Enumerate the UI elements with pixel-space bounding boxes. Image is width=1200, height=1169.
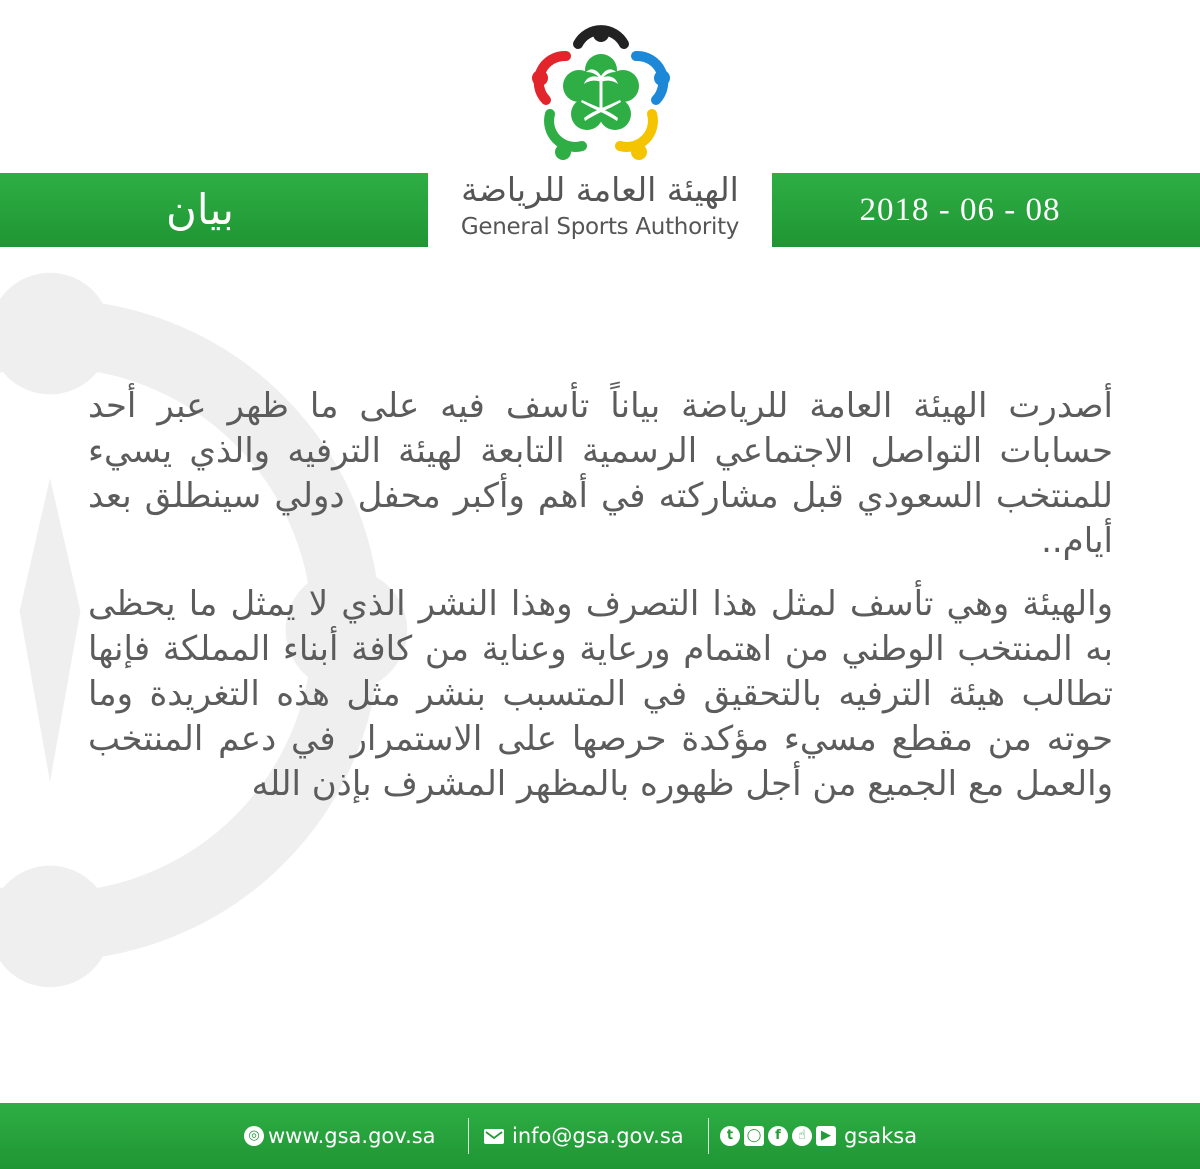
- footer-divider: [468, 1118, 469, 1154]
- footer-divider: [708, 1118, 709, 1154]
- email-link[interactable]: [484, 1103, 684, 1169]
- facebook-icon[interactable]: f: [768, 1126, 788, 1146]
- org-name-arabic: الهيئة العامة للرياضة: [461, 170, 739, 209]
- youtube-icon[interactable]: ▶: [816, 1126, 836, 1146]
- gsa-logo: [528, 22, 674, 168]
- social-links: [720, 1103, 917, 1169]
- statement-paragraph: أصدرت الهيئة العامة للرياضة بياناً تأسف فيه على ما ظهر عبر أحد حسابات التواصل الاجتماعي الرسمية التابعة لهيئة الترفيه والذي يسيء للمنتخب السعودي قبل مشاركته في أهم وأكبر محفل دولي سينطلق بعد أيام..: [88, 386, 1113, 561]
- instagram-icon[interactable]: ◯: [744, 1126, 764, 1146]
- org-name-english: General Sports Authority: [460, 214, 740, 240]
- statement-paragraph: والهيئة وهي تأسف لمثل هذا التصرف وهذا النشر الذي لا يمثل ما يحظى به المنتخب الوطني من اهتمام ورعاية وعناية من كافة أبناء المملكة فإنها تطالب هيئة الترفيه بالتحقيق في المتسبب بنشر مثل هذه التغريدة وما حوته من مقطع مسيء مؤكدة حرصها على الاستمرار في دعم المنتخب والعمل مع الجميع من أجل ظهوره بالمظهر المشرف بإذن الله: [88, 584, 1113, 804]
- twitter-icon[interactable]: t: [720, 1126, 740, 1146]
- social-handle: gsaksa: [844, 1124, 918, 1148]
- statement-body: [88, 384, 1113, 825]
- globe-icon: ◎: [244, 1126, 264, 1146]
- email-text: info@gsa.gov.sa: [512, 1124, 684, 1148]
- statement-label: بيان: [165, 185, 234, 234]
- website-text: www.gsa.gov.sa: [268, 1124, 436, 1148]
- website-link[interactable]: [244, 1103, 436, 1169]
- statement-date: 2018 - 06 - 08: [859, 192, 1061, 228]
- snapchat-icon[interactable]: ☝: [792, 1126, 812, 1146]
- envelope-icon: [484, 1129, 504, 1144]
